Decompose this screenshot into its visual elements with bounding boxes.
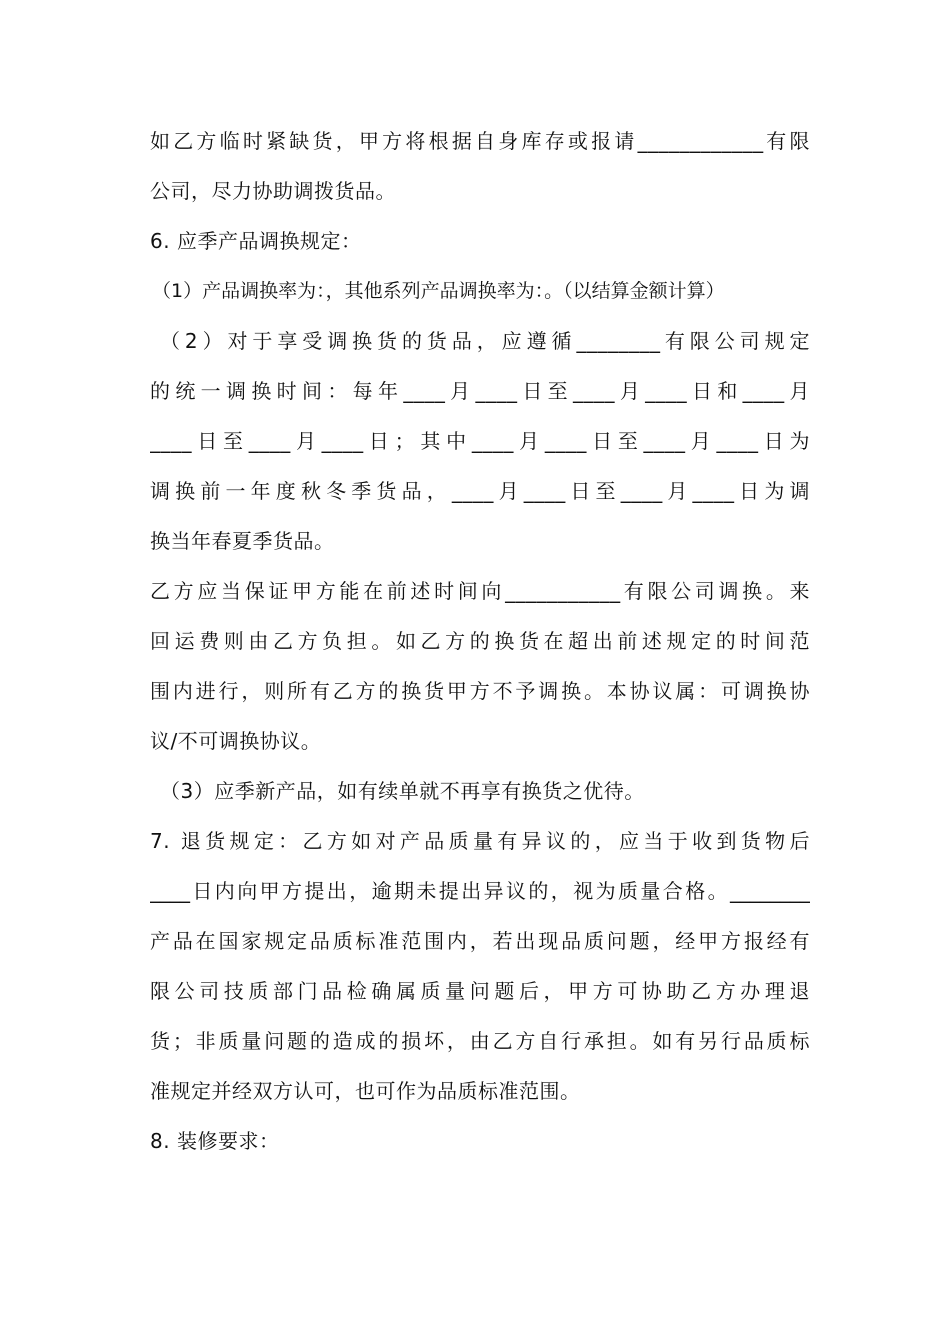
paragraph-line: 准规定并经双方认可，也可作为品质标准范围。: [150, 1079, 581, 1103]
paragraph-line: 产品在国家规定品质标准范围内，若出现品质问题，经甲方报经有: [150, 929, 810, 953]
paragraph-line: 的统一调换时间：每年____月____日至____月____日和____月: [150, 379, 810, 403]
paragraph-line: 围内进行，则所有乙方的换货甲方不予调换。本协议属：可调换协: [150, 679, 810, 703]
section-heading-6: 6. 应季产品调换规定：: [150, 229, 362, 253]
paragraph-line: （1）产品调换率为：，其他系列产品调换率为：。（以结算金额计算）: [152, 280, 725, 302]
paragraph-line: 调换前一年度秋冬季货品，____月____日至____月____日为调: [150, 479, 810, 503]
paragraph-line: （2）对于享受调换货的货品，应遵循________有限公司规定: [160, 329, 810, 353]
paragraph-line: 换当年春夏季货品。: [150, 529, 335, 553]
paragraph-line: 乙方应当保证甲方能在前述时间向___________有限公司调换。来: [150, 579, 810, 603]
paragraph-line: 如乙方临时紧缺货，甲方将根据自身库存或报请____________有限: [150, 129, 810, 153]
paragraph-line: 议/不可调换协议。: [150, 729, 322, 753]
paragraph-line: 限公司技质部门品检确属质量问题后，甲方可协助乙方办理退: [150, 979, 810, 1003]
section-heading-7: 7. 退货规定：乙方如对产品质量有异议的，应当于收到货物后: [150, 829, 810, 853]
paragraph-line: 货；非质量问题的造成的损坏，由乙方自行承担。如有另行品质标: [150, 1029, 810, 1053]
section-heading-8: 8. 装修要求：: [150, 1129, 280, 1153]
paragraph-line: 公司，尽力协助调拨货品。: [150, 179, 396, 203]
paragraph-line: 回运费则由乙方负担。如乙方的换货在超出前述规定的时间范: [150, 629, 810, 653]
paragraph-line: ____日内向甲方提出，逾期未提出异议的，视为质量合格。________: [150, 879, 810, 903]
paragraph-line: （3）应季新产品，如有续单就不再享有换货之优待。: [160, 779, 645, 803]
paragraph-line: ____日至____月____日；其中____月____日至____月____日为: [150, 429, 810, 453]
